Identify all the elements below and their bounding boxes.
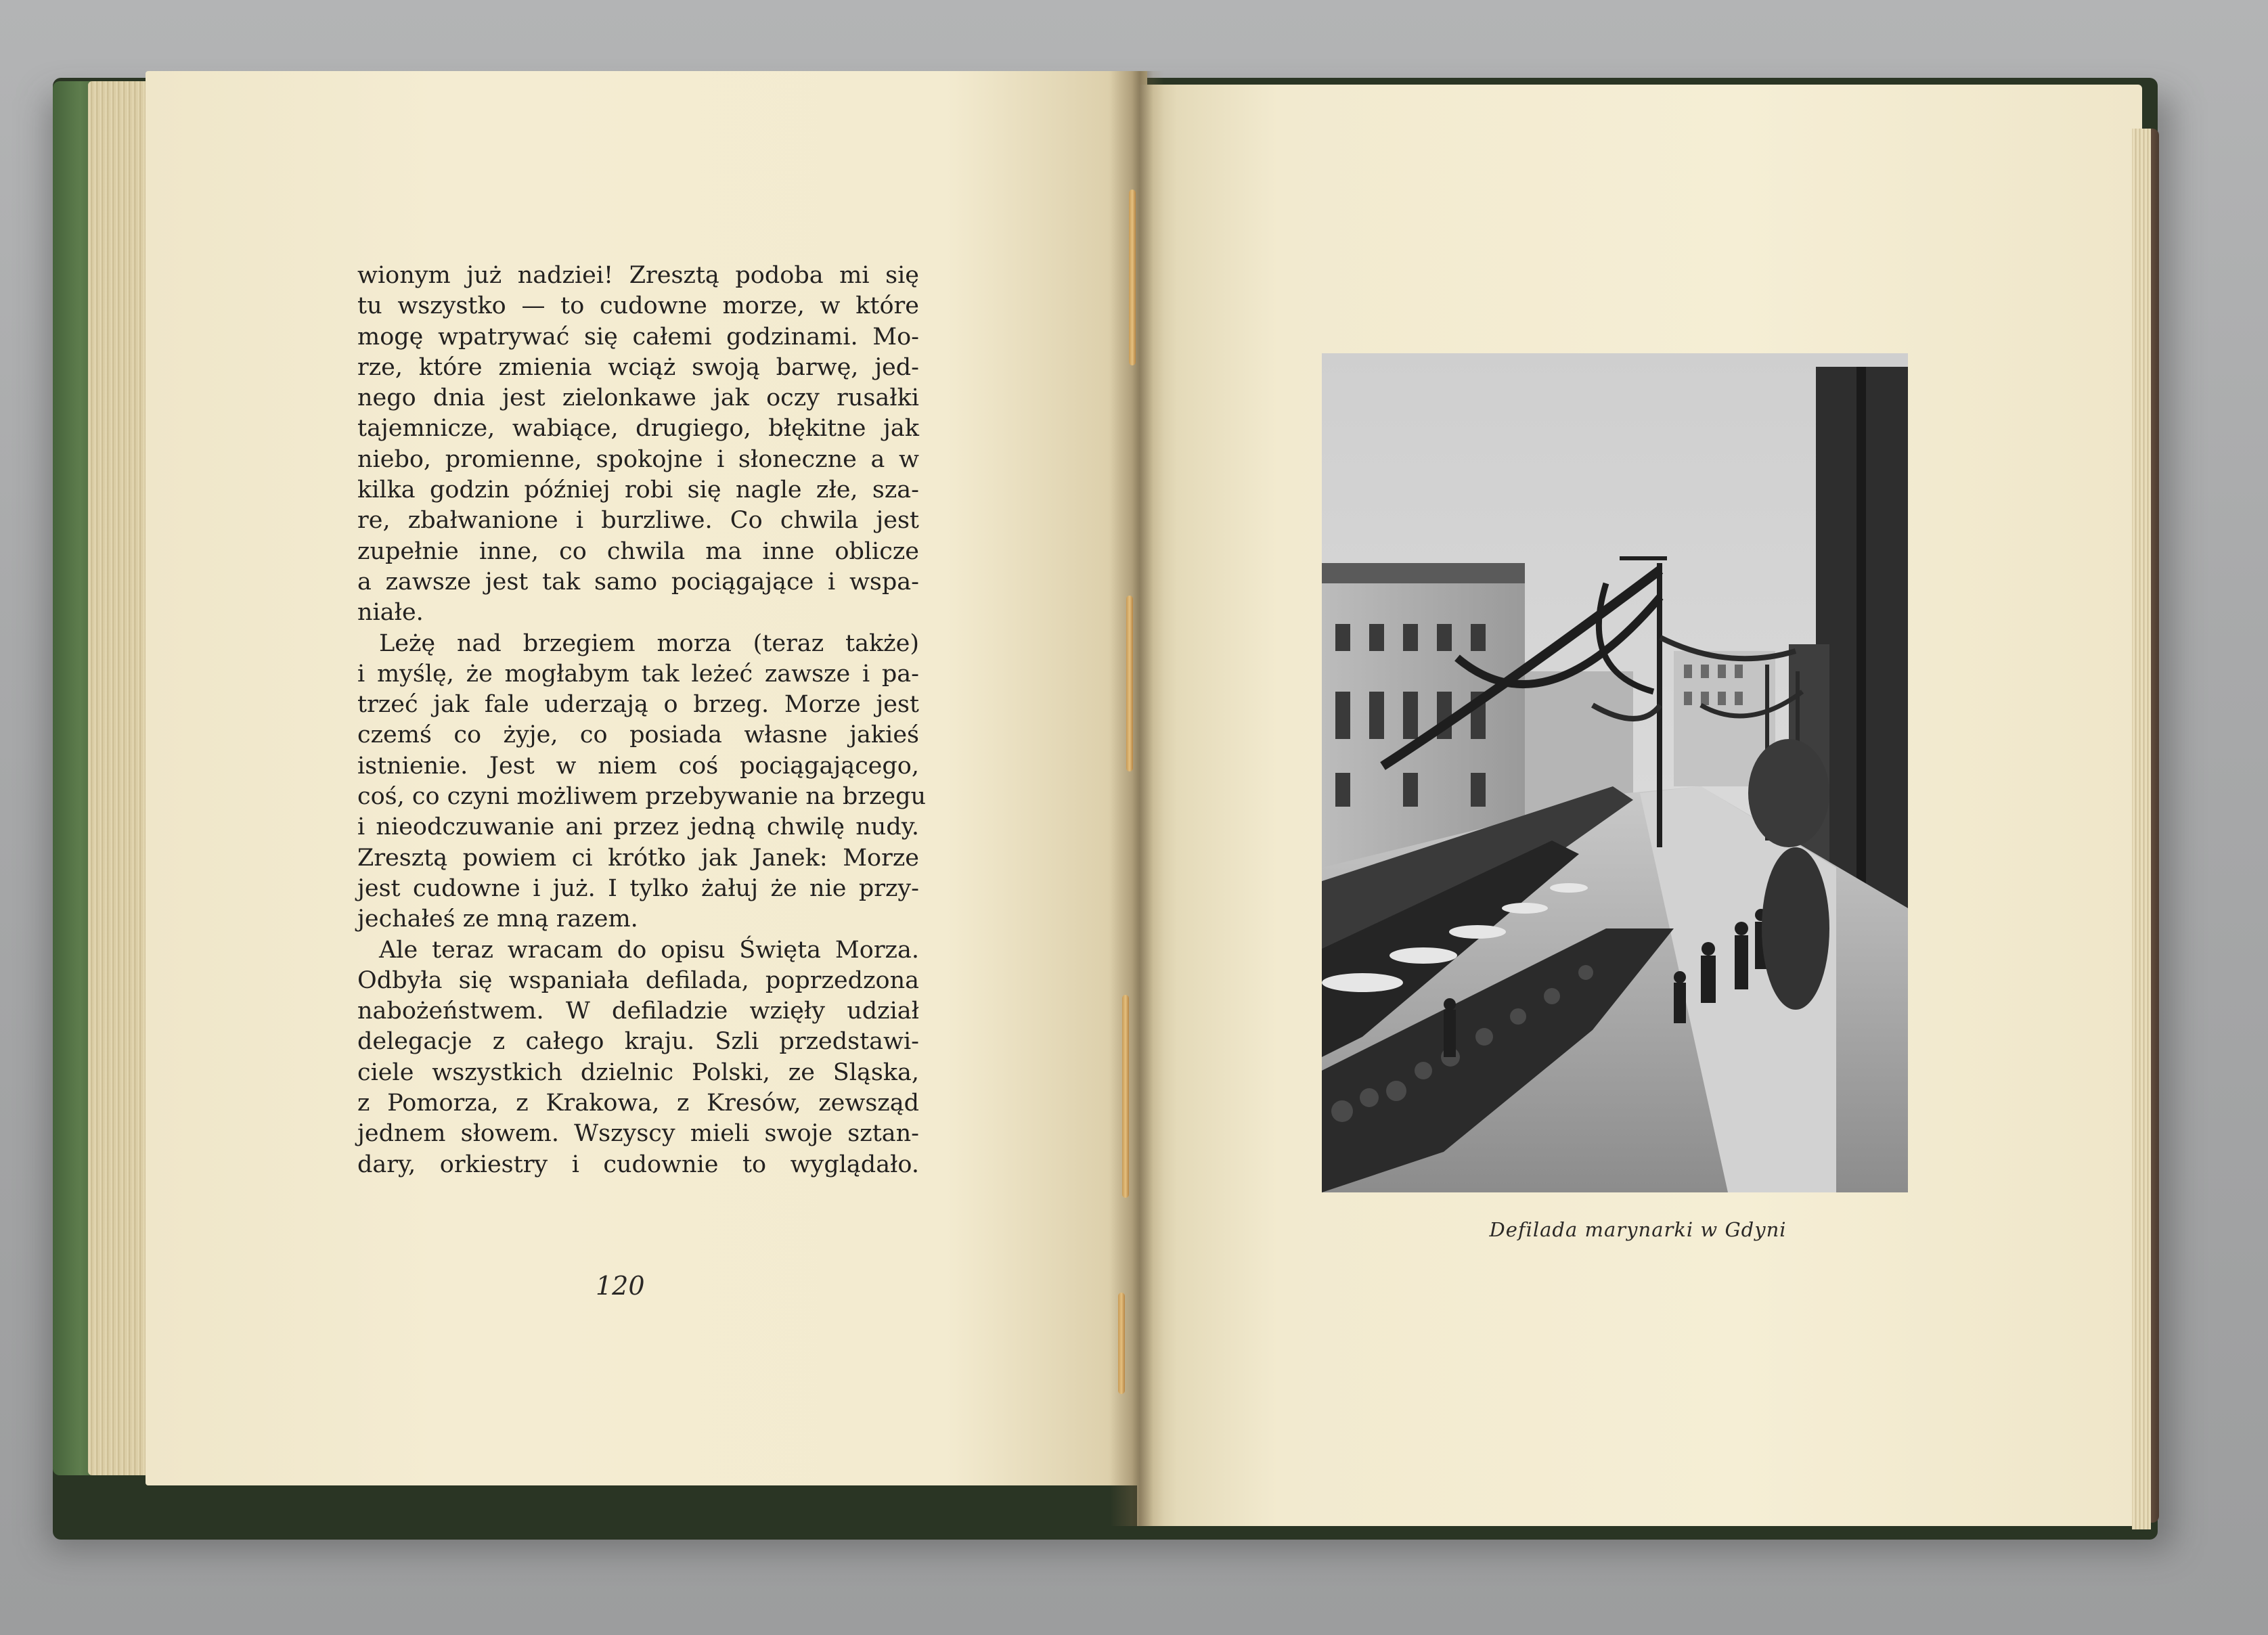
text-line: jechałeś ze mną razem. (357, 905, 638, 933)
text-line: kilka godzin później robi się nagle złe, sza- (357, 476, 919, 504)
text-line: jest cudowne i już. I tylko żałuj że nie przy- (357, 874, 919, 902)
text-line: a zawsze jest tak samo pociągające i wspa- (357, 568, 919, 596)
binding-thread (1118, 1293, 1125, 1394)
text-line: zupełnie inne, co chwila ma inne oblicze (357, 537, 919, 565)
text-line: niałe. (357, 599, 424, 627)
text-line: mogę wpatrywać się całemi godzinami. Mo- (357, 323, 919, 351)
page-number: 120 (596, 1271, 645, 1301)
text-line: trzeć jak fale uderzają o brzeg. Morze jest (357, 691, 919, 719)
text-line: Ale teraz wracam do opisu Święta Morza. (379, 936, 919, 964)
text-line: Leżę nad brzegiem morza (teraz także) (379, 629, 919, 657)
text-line: Odbyła się wspaniała defilada, poprzedzona (357, 966, 919, 994)
text-line: delegacje z całego kraju. Szli przedstawi- (357, 1028, 919, 1056)
left-page-text (357, 261, 927, 1180)
text-line: tu wszystko — to cudowne morze, w które (357, 292, 919, 320)
text-line: wionym już nadziei! Zresztą podoba mi się (357, 262, 919, 289)
text-line: istnienie. Jest w niem coś pociągającego, (357, 752, 919, 780)
binding-thread (1122, 995, 1129, 1198)
text-line: niebo, promienne, spokojne i słoneczne a w (357, 445, 919, 473)
text-line: Zresztą powiem ci krótko jak Janek: Morze (357, 844, 919, 872)
text-line: z Pomorza, z Krakowa, z Kresów, zewsząd (357, 1090, 919, 1117)
text-line: coś, co czyni możliwem przebywanie na brzegu (357, 783, 927, 811)
text-line: tajemnicze, wabiące, drugiego, błękitne jak (357, 415, 919, 443)
photo-caption: Defilada marynarki w Gdyni (1489, 1218, 1787, 1241)
binding-thread (1126, 596, 1133, 771)
text-line: i nieodczuwanie ani przez jedną chwilę nudy. (357, 813, 919, 841)
text-line: ciele wszystkich dzielnic Polski, ze Sląska, (357, 1058, 919, 1086)
text-line: re, zbałwanione i burzliwe. Co chwila jest (357, 507, 919, 535)
text-line: jednem słowem. Wszyscy mieli swoje sztan- (357, 1120, 919, 1148)
text-line: nabożeństwem. W defiladzie wzięły udział (357, 998, 919, 1025)
text-line: rze, które zmienia wciąż swoją barwę, jed- (357, 353, 919, 381)
text-line: nego dnia jest zielonkawe jak oczy rusałki (357, 384, 919, 412)
text-line: czemś co żyje, co posiada własne jakieś (357, 721, 919, 749)
text-line: i myślę, że mogłabym tak leżeć zawsze i pa- (357, 660, 919, 688)
text-line: dary, orkiestry i cudownie to wyglądało. (357, 1150, 919, 1178)
parade-photograph (1322, 353, 1908, 1192)
binding-thread (1129, 189, 1136, 365)
page-block-right (2132, 129, 2151, 1529)
